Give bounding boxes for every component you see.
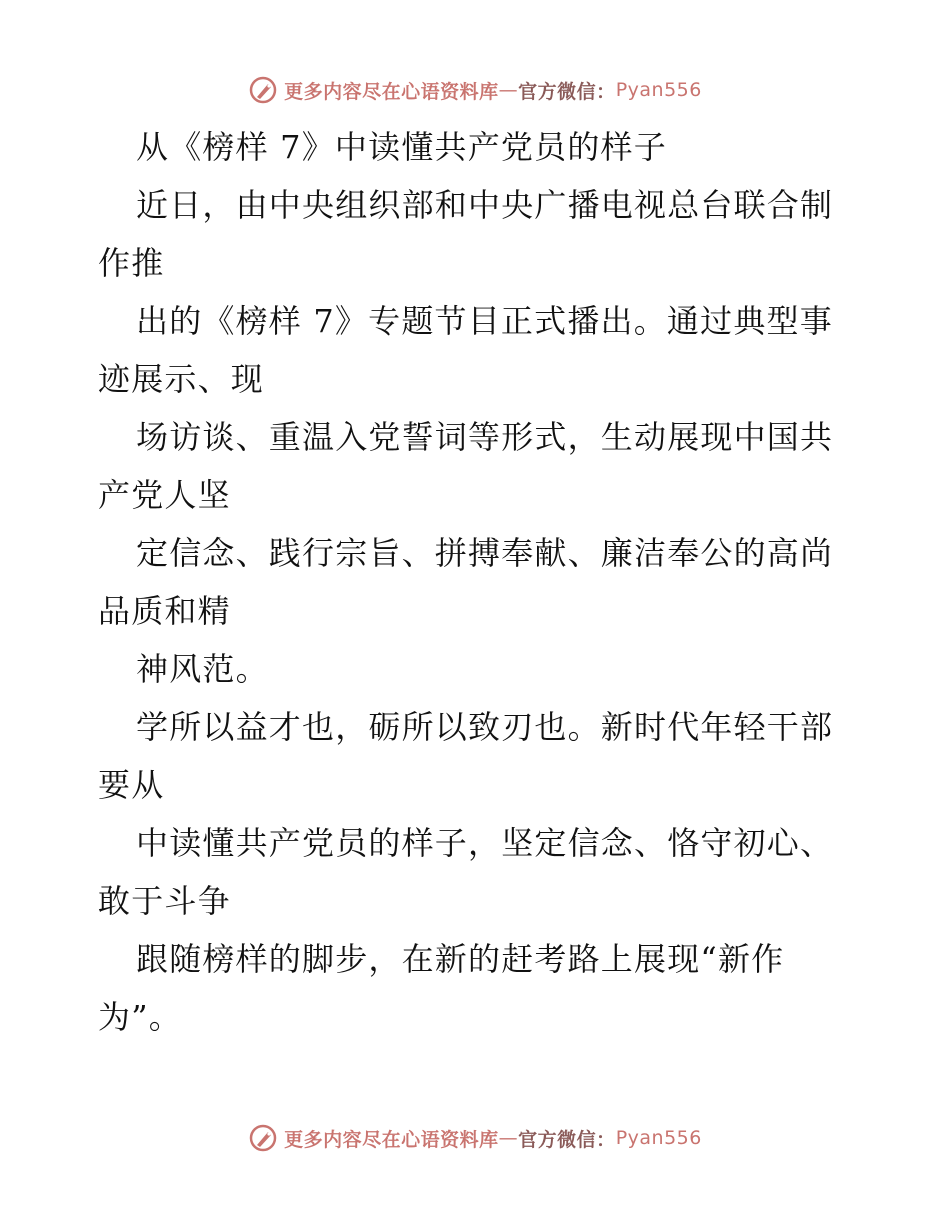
text-line: 神风范。 (136, 650, 269, 688)
text-line: 定信念、践行宗旨、拼搏奉献、廉洁奉公的高尚 (136, 534, 834, 572)
text-line: 敢于斗争 (98, 882, 231, 920)
text-line: 迹展示、现 (98, 360, 265, 398)
watermark-wechat-id: Pyan556 (615, 79, 702, 101)
header-watermark (0, 70, 950, 110)
text-line: 学所以益才也，砺所以致刃也。新时代年轻干部 (136, 708, 834, 746)
pen-nib-logo-icon (248, 1123, 278, 1153)
text-line: 中读懂共产党员的样子，坚定信念、恪守初心、 (136, 824, 834, 862)
watermark-wechat-label: 官方微信： (518, 80, 616, 103)
document-body (98, 118, 858, 1046)
text-line: 要从 (98, 766, 165, 804)
watermark-wechat-label: 官方微信： (518, 1128, 616, 1151)
text-line: 作推 (98, 244, 165, 282)
text-line: 为”。 (98, 998, 182, 1036)
watermark-dash: — (498, 79, 519, 101)
document-title-line: 从《榜样 7》中读懂共产党员的样子 (136, 128, 667, 166)
watermark-main-text: 更多内容尽在心语资料库 (284, 1128, 499, 1151)
text-line: 跟随榜样的脚步，在新的赶考路上展现“新作 (136, 940, 785, 978)
text-line: 近日，由中央组织部和中央广播电视总台联合制 (136, 186, 834, 224)
text-line: 出的《榜样 7》专题节目正式播出。通过典型事 (136, 302, 833, 340)
footer-watermark (0, 1118, 950, 1158)
text-line: 品质和精 (98, 592, 231, 630)
text-line: 场访谈、重温入党誓词等形式，生动展现中国共 (136, 418, 834, 456)
watermark-dash: — (498, 1127, 519, 1149)
watermark-wechat-id: Pyan556 (615, 1127, 702, 1149)
pen-nib-logo-icon (248, 75, 278, 105)
watermark-main-text: 更多内容尽在心语资料库 (284, 80, 499, 103)
text-line: 产党人坚 (98, 476, 231, 514)
